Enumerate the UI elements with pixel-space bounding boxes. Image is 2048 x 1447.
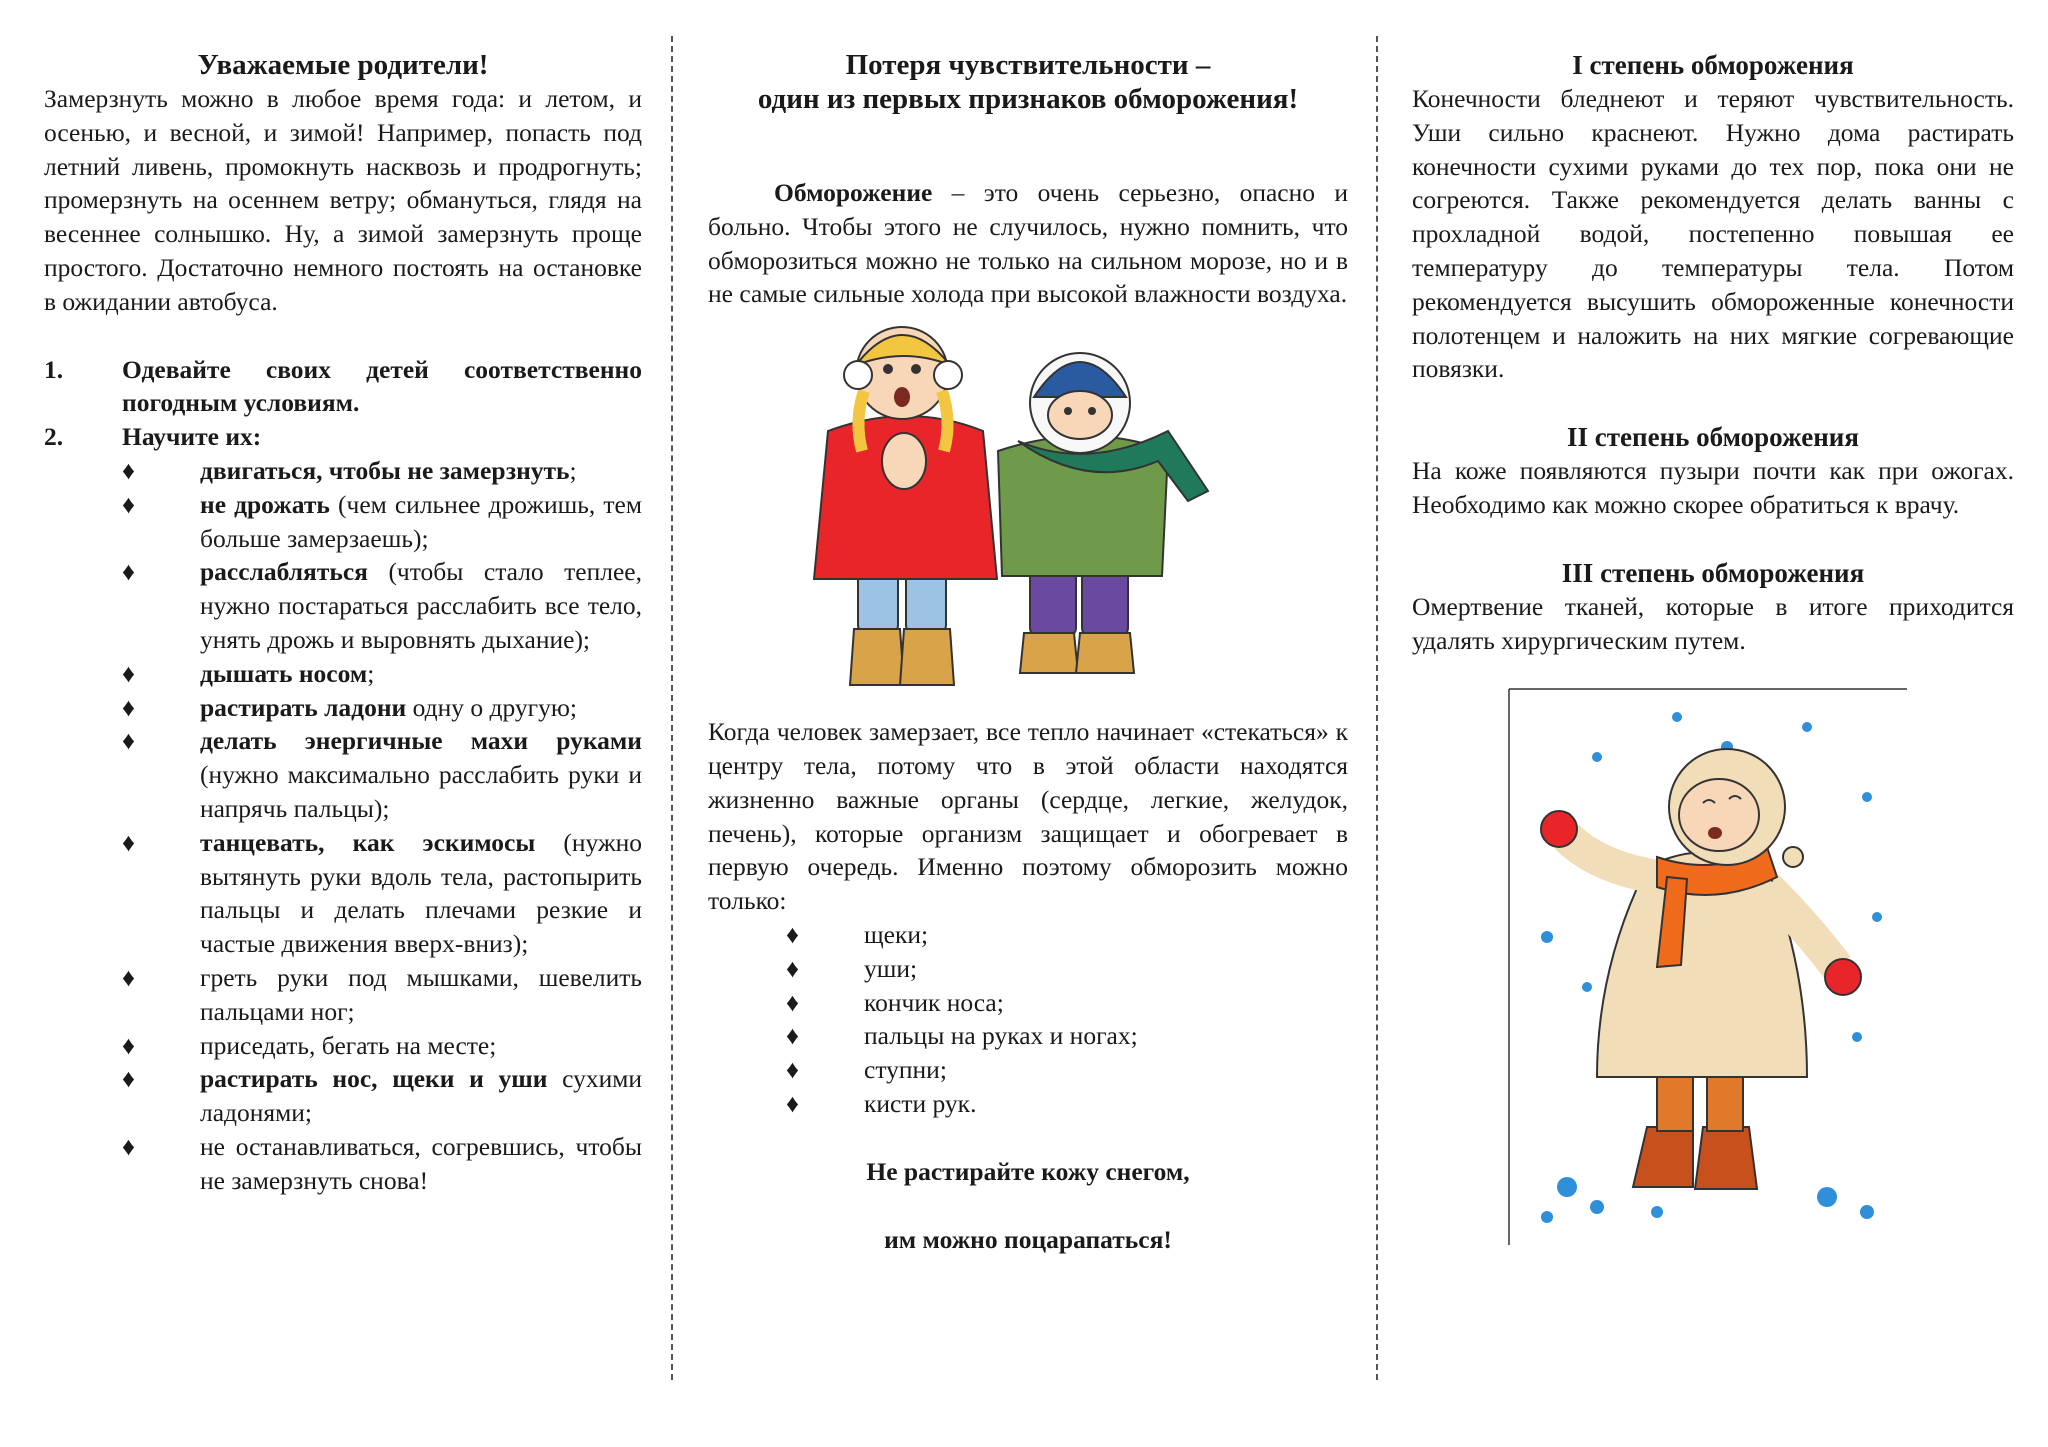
diamond-bullet-icon: ♦ — [786, 1055, 800, 1085]
diamond-bullet-icon: ♦ — [786, 953, 800, 983]
column-parents — [44, 48, 642, 1198]
column-degrees — [1412, 48, 2014, 1247]
tip-text — [200, 1062, 642, 1130]
advice-text-2: Научите их: — [122, 422, 262, 452]
parents-title: Уважаемые родители! — [197, 49, 489, 81]
frostbite-paragraph-2: Когда человек замерзает, все тепло начинает «стекаться» к центру тела, потому что в этой области находятся жизненно важные органы (сердце, легкие, желудок, печень), которые организм защищает и обогревает в первую очередь. Именно поэтому обморозить можно только: — [708, 717, 1348, 916]
tip-rest: (нужно вытянуть руки вдоль тела, растопырить пальцы и делать плечами резкие и частые движения вверх-вниз); — [200, 827, 642, 959]
diamond-bullet-icon: ♦ — [122, 489, 136, 519]
tip-item — [122, 488, 642, 556]
tip-text — [200, 555, 642, 656]
body-part-text: щеки; — [864, 919, 929, 949]
tip-bold: делать энергичные махи руками — [200, 726, 642, 756]
tip-bold: растирать ладони — [200, 692, 407, 722]
advice-number-2: 2. — [44, 422, 64, 452]
tip-rest: (нужно максимально расслабить руки и напрячь пальцы); — [200, 760, 642, 823]
advice-item-1 — [44, 353, 642, 421]
tip-bold: не дрожать — [200, 489, 330, 519]
column-divider-1 — [671, 36, 673, 1380]
tip-rest: одну о другую; — [406, 692, 577, 722]
diamond-bullet-icon: ♦ — [786, 919, 800, 949]
frostbite-definition: – это очень серьезно, опасно и больно. Чтобы этого не случилось, нужно помнить, что обморозиться можно не только на сильном морозе, но и в не самые сильные холода при высокой влажности воздуха. — [708, 178, 1348, 309]
tip-text — [200, 1130, 642, 1198]
tip-text — [200, 657, 642, 691]
diamond-bullet-icon: ♦ — [122, 455, 136, 485]
tip-text — [200, 691, 642, 725]
diamond-bullet-icon: ♦ — [122, 658, 136, 688]
body-part-item — [786, 986, 1348, 1020]
tip-bold: растирать нос, щеки и уши — [200, 1064, 548, 1094]
body-part-item — [786, 1087, 1348, 1121]
diamond-bullet-icon: ♦ — [122, 1131, 136, 1161]
body-part-item — [786, 1019, 1348, 1053]
body-part-item — [786, 952, 1348, 986]
tip-rest: ; — [569, 455, 577, 485]
degree-2-text: На коже появляются пузыри почти как при ожогах. Необходимо как можно скорее обратиться к врачу. — [1412, 456, 2014, 519]
tip-bold: дышать носом — [200, 658, 368, 688]
degree-1-heading: I степень обморожения — [1572, 50, 1854, 80]
warning-line-1: Не растирайте кожу снегом, — [866, 1156, 1190, 1186]
tip-rest: греть руки под мышками, шевелить пальцами ног; — [200, 962, 642, 1026]
tip-item — [122, 555, 642, 656]
column-frostbite — [708, 48, 1348, 1256]
tip-item — [122, 454, 642, 488]
diamond-bullet-icon: ♦ — [122, 827, 136, 857]
advice-text-1: Одевайте своих детей соответственно погодным условиям. — [122, 354, 642, 418]
degree-2-heading: II степень обморожения — [1567, 422, 1859, 453]
body-part-text: кончик носа; — [864, 987, 1004, 1017]
advice-number-1: 1. — [44, 354, 64, 384]
advice-item-2 — [44, 420, 642, 454]
diamond-bullet-icon: ♦ — [786, 1021, 800, 1051]
tip-item — [122, 724, 642, 825]
tip-rest: приседать, бегать на месте; — [200, 1030, 497, 1060]
tip-bold: танцевать, как эскимосы — [200, 827, 536, 857]
tip-text — [200, 454, 642, 488]
tip-text — [200, 488, 642, 556]
tip-item — [122, 1062, 642, 1130]
frostbite-title-line2: один из первых признаков обморожения! — [757, 83, 1299, 115]
column-divider-2 — [1376, 36, 1378, 1380]
degree-3-heading: III степень обморожения — [1561, 557, 1865, 588]
body-part-text: кисти рук. — [864, 1088, 977, 1118]
diamond-bullet-icon: ♦ — [122, 692, 136, 722]
tip-item — [122, 1130, 642, 1198]
advice-list — [44, 353, 642, 454]
tip-rest: (чем сильнее дрожишь, тем больше замерзаешь); — [200, 489, 642, 553]
diamond-bullet-icon: ♦ — [122, 962, 136, 992]
body-parts-list — [708, 918, 1348, 1121]
child-in-snow-illustration — [1507, 687, 1907, 1247]
diamond-bullet-icon: ♦ — [786, 1088, 800, 1118]
two-cold-children-illustration — [708, 311, 1348, 715]
tip-item — [122, 1029, 642, 1063]
tip-rest: сухими ладонями; — [200, 1064, 642, 1128]
frostbite-term: Обморожение — [774, 178, 933, 207]
tip-text — [200, 1029, 642, 1063]
frostbite-paragraph-1 — [708, 176, 1348, 311]
degree-1-text: Конечности бледнеют и теряют чувствительность. Уши сильно краснеют. Нужно дома растирать конечности сухими руками до тех пор, пока они не согреются. Также рекомендуется делать ванны с прохладной водой, постепенно повышая ее температуру до температуры тела. Потом рекомендуется высушить обмороженные конечности полотенцем и наложить на них мягкие согревающие повязки. — [1412, 84, 2014, 384]
tip-text — [200, 724, 642, 825]
tip-rest: (чтобы стало теплее, нужно постараться расслабить все тело, унять дрожь и выровнять дыхание); — [200, 557, 642, 654]
parents-intro: Замерзнуть можно в любое время года: и летом, и осенью, и весной, и зимой! Например, попасть под летний ливень, промокнуть насквозь и продрогнуть; промерзнуть на осеннем ветру; обмануться, глядя на весеннее солнышко. Ну, а зимой замерзнуть проще простого. Достаточно немного постоять на остановке в ожидании автобуса. — [44, 84, 642, 316]
tip-item — [122, 826, 642, 961]
frostbite-title-line1: Потеря чувствительности – — [845, 49, 1211, 81]
diamond-bullet-icon: ♦ — [122, 726, 136, 756]
tip-rest: не останавливаться, согревшись, чтобы не замерзнуть снова! — [200, 1131, 642, 1195]
tip-item — [122, 961, 642, 1029]
child-green-coat — [998, 353, 1208, 673]
tip-rest: ; — [367, 658, 375, 688]
tip-bold: расслабляться — [200, 557, 368, 587]
diamond-bullet-icon: ♦ — [122, 557, 136, 587]
tip-bold: двигаться, чтобы не замерзнуть — [200, 455, 570, 485]
diamond-bullet-icon: ♦ — [786, 987, 800, 1017]
child-red-jacket — [814, 327, 997, 685]
body-part-text: уши; — [864, 953, 918, 983]
degree-3-text: Омертвение тканей, которые в итоге приходится удалять хирургическим путем. — [1412, 591, 2014, 655]
tips-list — [44, 454, 642, 1198]
tip-text — [200, 826, 642, 961]
diamond-bullet-icon: ♦ — [122, 1030, 136, 1060]
tip-item — [122, 657, 642, 691]
warning-line-2: им можно поцарапаться! — [884, 1224, 1172, 1254]
body-part-item — [786, 918, 1348, 952]
body-part-item — [786, 1053, 1348, 1087]
body-part-text: ступни; — [864, 1055, 947, 1085]
tip-text — [200, 961, 642, 1029]
body-part-text: пальцы на руках и ногах; — [864, 1021, 1138, 1051]
tip-item — [122, 691, 642, 725]
diamond-bullet-icon: ♦ — [122, 1064, 136, 1094]
